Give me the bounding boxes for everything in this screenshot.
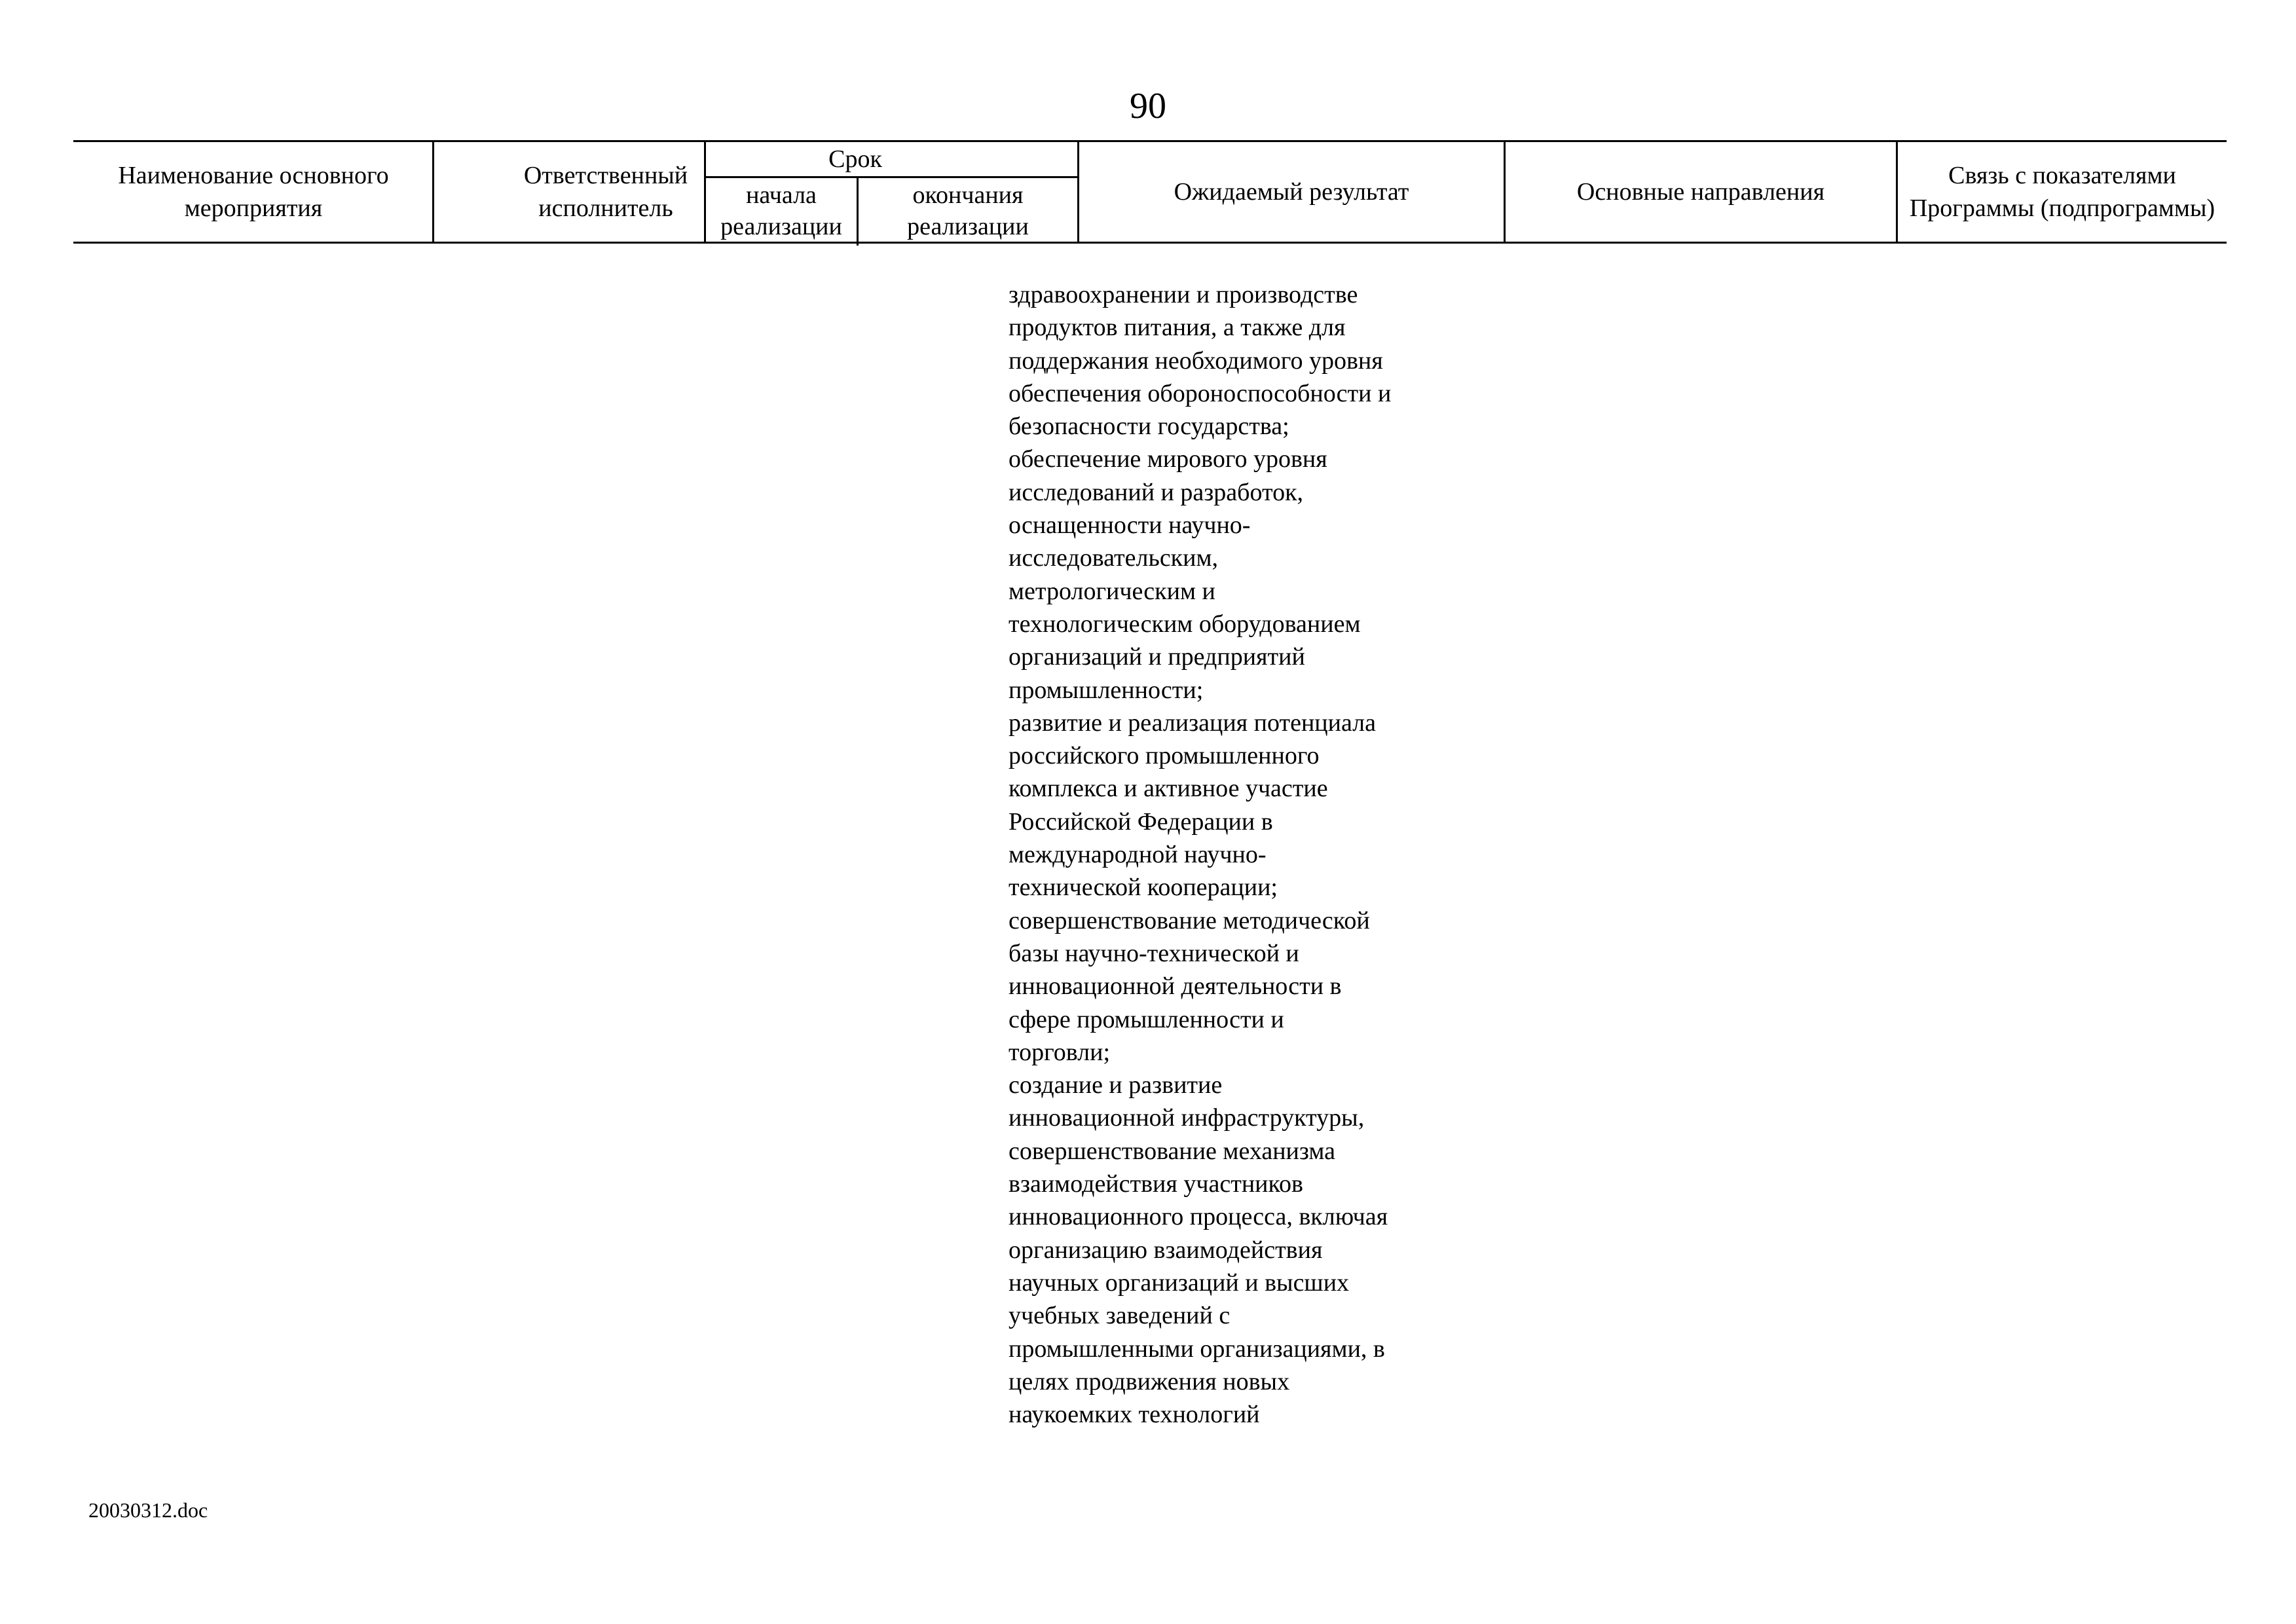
result-line: безопасности государства;: [1009, 413, 1289, 441]
header-col-name: Наименование основного мероприятия: [118, 162, 389, 222]
header-col-directions: Основные направления: [1576, 178, 1825, 206]
result-line: Российской Федерации в: [1009, 807, 1273, 836]
expected-result-text: [1009, 278, 1441, 1431]
result-line: целях продвижения новых: [1009, 1367, 1290, 1395]
result-line: базы научно-технической и: [1009, 939, 1299, 967]
header-col-link: Связь с показателями Программы (подпрограммы): [1909, 162, 2215, 222]
result-line: совершенствование механизма: [1009, 1137, 1335, 1165]
result-line: здравоохранении и производстве: [1009, 281, 1358, 308]
result-line: организацию взаимодействия: [1009, 1236, 1323, 1264]
result-line: комплекса и активное участие: [1009, 775, 1328, 803]
result-line: продуктов питания, а также для: [1009, 314, 1346, 342]
result-line: обеспечения обороноспособности и: [1009, 379, 1392, 407]
result-line: развитие и реализация потенциала: [1009, 709, 1377, 737]
result-line: исследований и разработок,: [1009, 478, 1304, 506]
footer-doc-name: 20030312.doc: [88, 1498, 208, 1522]
header-col-term: Срок: [828, 145, 882, 173]
result-line: учебных заведений с: [1009, 1302, 1231, 1330]
result-line: создание и развитие: [1009, 1071, 1223, 1099]
result-line: инновационной инфраструктуры,: [1009, 1104, 1365, 1132]
header-col-end: окончания реализации: [907, 181, 1029, 240]
result-line: технической кооперации;: [1009, 874, 1278, 902]
result-line: международной научно-: [1009, 841, 1267, 869]
page-number: 90: [1130, 86, 1166, 126]
result-line: совершенствование методической: [1009, 906, 1370, 934]
result-line: обеспечение мирового уровня: [1009, 445, 1327, 473]
header-col-result: Ожидаемый результат: [1174, 178, 1409, 206]
result-line: научных организаций и высших: [1009, 1268, 1350, 1297]
result-line: торговли;: [1009, 1038, 1111, 1066]
result-line: оснащенности научно-: [1009, 511, 1251, 540]
result-line: метрологическим и: [1009, 577, 1215, 605]
result-line: исследовательским,: [1009, 544, 1219, 572]
result-line: технологическим оборудованием: [1009, 610, 1361, 638]
result-line: инновационного процесса, включая: [1009, 1203, 1388, 1231]
result-line: наукоемких технологий: [1009, 1401, 1260, 1429]
result-line: российского промышленного: [1009, 742, 1320, 770]
result-line: поддержания необходимого уровня: [1009, 346, 1383, 375]
table-header: [73, 140, 2227, 244]
result-line: промышленности;: [1009, 676, 1204, 704]
result-line: сфере промышленности и: [1009, 1005, 1284, 1033]
result-line: организаций и предприятий: [1009, 643, 1305, 671]
header-col-start: начала реализации: [720, 181, 842, 240]
result-line: взаимодействия участников: [1009, 1170, 1303, 1198]
result-line: промышленными организациями, в: [1009, 1335, 1385, 1363]
header-col-executor: Ответственный исполнитель: [523, 162, 688, 222]
result-line: инновационной деятельности в: [1009, 972, 1342, 1001]
